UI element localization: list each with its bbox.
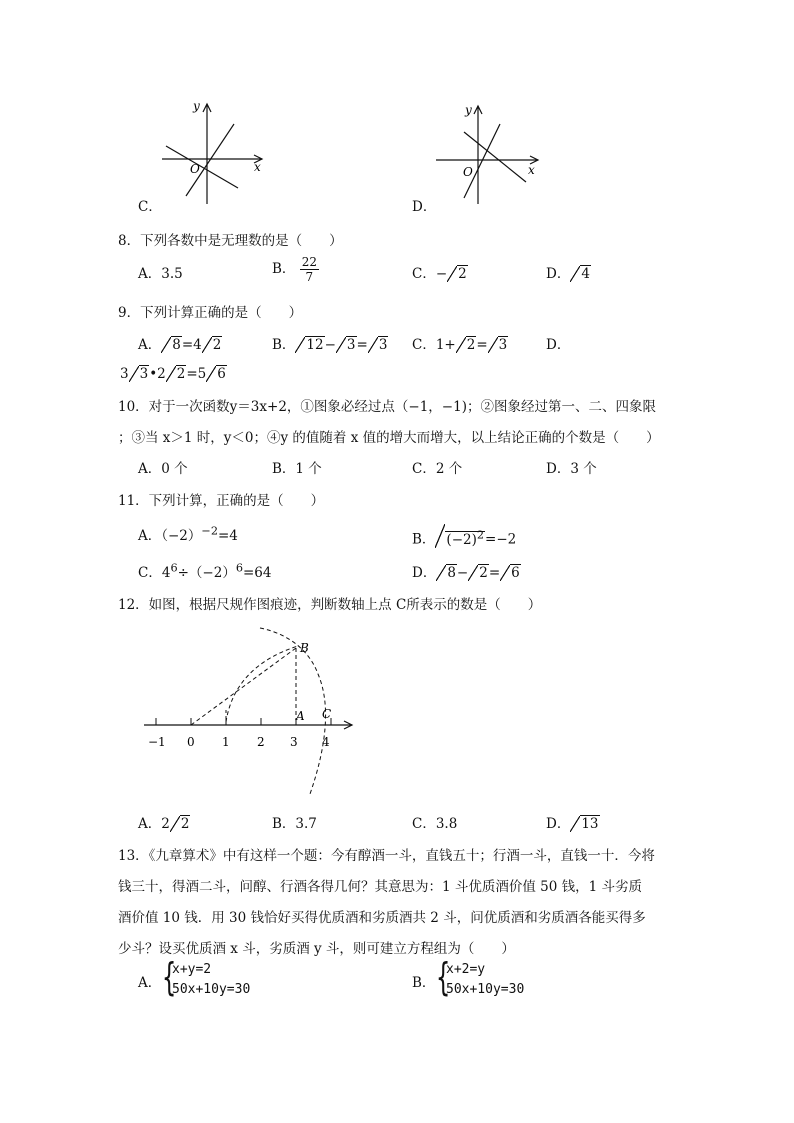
q10-option-c[interactable]: C．2 个 bbox=[412, 461, 463, 477]
q9-b-radicand-3: 3 bbox=[378, 337, 388, 353]
q9-d-radicand-1: 3 bbox=[139, 366, 149, 382]
q11-b-base: (−2) bbox=[446, 531, 477, 548]
q7-graph-d bbox=[430, 98, 550, 208]
q13-b-system bbox=[446, 960, 524, 1000]
q10-line-1: 10．对于一次函数y＝3x+2，①图象必经过点（−1，−1)；②图象经过第一、二、四象限 bbox=[118, 399, 656, 415]
q12-a-radicand: 2 bbox=[180, 816, 190, 832]
q9-d-dot: •2 bbox=[149, 366, 166, 382]
q8-option-a[interactable] bbox=[138, 262, 183, 282]
q9-b-label: B． bbox=[272, 337, 296, 353]
q9-option-d-label[interactable]: D． bbox=[546, 337, 571, 353]
graph-d-y-label: y bbox=[465, 103, 472, 117]
q13-line-2: 钱三十，得酒二斗，问醇、行酒各得几何？其意思为：1 斗优质酒价值 50 钱，1 斗劣质 bbox=[118, 879, 643, 895]
q8-b-fraction bbox=[300, 255, 319, 284]
q13-line-3: 酒价值 10 钱．用 30 钱恰好买得优质酒和劣质酒共 2 斗，问优质酒和劣质酒各能买得多 bbox=[118, 910, 646, 926]
q11-b-label: B． bbox=[412, 531, 436, 548]
q9-b-radical-3 bbox=[368, 337, 389, 353]
q11-b-radicand bbox=[445, 528, 485, 548]
q11-a-exponent: −2 bbox=[201, 524, 218, 538]
q9-b-minus: − bbox=[324, 337, 336, 353]
q8-stem: 8．下列各数中是无理数的是（ ） bbox=[118, 233, 343, 249]
q9-b-radicand-1: 12 bbox=[306, 337, 324, 353]
q10-option-b[interactable]: B．1 个 bbox=[272, 461, 322, 477]
q9-d-coef: 3 bbox=[120, 366, 129, 382]
q11-c-result: =64 bbox=[243, 565, 272, 581]
q11-c-divisor: ÷（−2） bbox=[177, 565, 236, 581]
q8-d-radicand: 4 bbox=[581, 266, 590, 282]
q7-option-c[interactable]: C． bbox=[138, 199, 162, 215]
q9-d-radical-2 bbox=[166, 366, 187, 382]
graph-d-origin-label: O bbox=[463, 165, 473, 179]
q10-option-a[interactable]: A．0 个 bbox=[138, 461, 188, 477]
number-line-svg bbox=[140, 622, 370, 802]
q11-d-radical-2 bbox=[468, 565, 489, 581]
graph-c-origin-label: O bbox=[190, 162, 200, 176]
q9-a-radical-2 bbox=[202, 337, 223, 353]
q11-d-radical-3 bbox=[500, 565, 521, 581]
tick-label-neg1: −1 bbox=[148, 735, 166, 749]
q9-b-radicand-2: 3 bbox=[346, 337, 356, 353]
q11-b-radical bbox=[435, 524, 485, 548]
q12-a-label: A． bbox=[138, 816, 162, 832]
q11-d-label: D． bbox=[412, 565, 437, 581]
q12-c-label: C． bbox=[412, 816, 436, 832]
q13-option-a[interactable]: A． bbox=[138, 975, 162, 991]
q10-line-2: ；③当 x＞1 时，y＜0；④y 的值随着 x 值的增大而增大，以上结论正确的个数是（ ） bbox=[118, 430, 660, 446]
q9-d-equals: =5 bbox=[186, 366, 207, 382]
q11-d-radicand-2: 2 bbox=[479, 565, 488, 581]
graph-c-y-label: y bbox=[193, 99, 200, 113]
q7-option-d[interactable]: D． bbox=[412, 199, 437, 215]
q12-option-b[interactable] bbox=[272, 812, 317, 832]
q9-c-radicand-2: 3 bbox=[498, 337, 508, 353]
q11-d-radical-1 bbox=[436, 565, 457, 581]
q8-b-numerator: 22 bbox=[301, 255, 317, 269]
q9-a-radicand-1: 8 bbox=[172, 337, 181, 353]
q9-a-mid: =4 bbox=[181, 337, 202, 353]
q11-a-label: A． bbox=[138, 528, 162, 544]
q13-a-system bbox=[172, 960, 250, 1000]
q11-b-result: =−2 bbox=[485, 531, 517, 548]
q9-c-prefix: 1+ bbox=[435, 337, 456, 353]
q9-c-label: C． bbox=[412, 337, 436, 353]
q11-a-result: =4 bbox=[218, 528, 238, 544]
q12-b-label: B． bbox=[272, 816, 296, 832]
q11-c-label: C． bbox=[138, 565, 162, 581]
tick-label-2: 2 bbox=[257, 735, 265, 749]
q8-c-radicand: 2 bbox=[458, 266, 467, 282]
q12-option-a[interactable] bbox=[138, 812, 190, 832]
q8-c-sign: − bbox=[435, 266, 448, 282]
q9-d-radical-3 bbox=[206, 366, 227, 382]
q11-c-base: 4 bbox=[161, 565, 171, 581]
q11-c-exponent-1: 6 bbox=[170, 561, 178, 575]
q11-option-a[interactable] bbox=[138, 524, 238, 544]
q11-d-radicand-1: 8 bbox=[447, 565, 456, 581]
q9-b-radical-2 bbox=[336, 337, 357, 353]
q11-d-radicand-3: 6 bbox=[511, 565, 520, 581]
graph-c-x-label: x bbox=[254, 160, 261, 174]
tick-label-1: 1 bbox=[222, 735, 230, 749]
brace-icon: { bbox=[435, 955, 451, 999]
q13-line-1: 13．《九章算术》中有这样一个题：今有醇酒一斗，直钱五十；行酒一斗，直钱一十．今将 bbox=[118, 848, 655, 864]
q8-option-d[interactable] bbox=[546, 262, 591, 282]
q7-graph-c bbox=[150, 98, 270, 208]
q8-a-label: A． bbox=[138, 266, 162, 282]
q9-option-a[interactable] bbox=[138, 333, 222, 353]
q11-stem: 11．下列计算，正确的是（ ） bbox=[118, 493, 325, 509]
q11-c-exponent-2: 6 bbox=[235, 561, 243, 575]
q9-d-radicand-3: 6 bbox=[217, 366, 226, 382]
q12-stem: 12．如图，根据尺规作图痕迹，判断数轴上点 C所表示的数是（ ） bbox=[118, 597, 542, 613]
q11-d-equals: = bbox=[488, 565, 501, 581]
q8-c-radical bbox=[447, 266, 468, 282]
q8-option-b[interactable] bbox=[272, 255, 319, 284]
q11-a-base: （−2） bbox=[161, 528, 202, 544]
q8-d-radical bbox=[570, 266, 591, 282]
q9-a-radicand-2: 2 bbox=[212, 337, 222, 353]
tick-label-3: 3 bbox=[290, 735, 298, 749]
q12-c-text: 3.8 bbox=[435, 816, 458, 832]
q9-b-radical-1 bbox=[295, 337, 324, 353]
q10-option-d[interactable]: D．3 个 bbox=[546, 461, 597, 477]
q9-a-label: A． bbox=[138, 337, 162, 353]
tick-label-4: 4 bbox=[322, 735, 330, 749]
q12-a-radical bbox=[170, 816, 191, 832]
q12-b-text: 3.7 bbox=[295, 816, 317, 832]
q8-a-text: 3.5 bbox=[161, 266, 183, 282]
q11-option-d[interactable] bbox=[412, 561, 521, 581]
point-c-label: C bbox=[322, 707, 332, 721]
q9-c-radical-2 bbox=[488, 337, 509, 353]
q8-c-label: C． bbox=[412, 266, 436, 282]
q9-a-radical-1 bbox=[161, 337, 182, 353]
q9-c-equals: = bbox=[476, 337, 488, 353]
q12-a-coef: 2 bbox=[161, 816, 170, 832]
q13-a-eq-1: x+y=2 bbox=[172, 962, 212, 977]
q11-b-exponent: 2 bbox=[476, 528, 485, 541]
q8-d-label: D． bbox=[546, 266, 571, 282]
q9-d-radicand-2: 2 bbox=[176, 366, 186, 382]
q11-option-b[interactable] bbox=[412, 524, 516, 548]
q9-option-b[interactable] bbox=[272, 333, 388, 353]
tick-label-0: 0 bbox=[187, 735, 195, 749]
q9-c-radical-1 bbox=[456, 337, 477, 353]
q8-option-c[interactable] bbox=[412, 262, 468, 282]
q12-d-radicand: 13 bbox=[581, 816, 599, 832]
graph-d-svg bbox=[430, 98, 550, 208]
q12-d-label: D． bbox=[546, 816, 571, 832]
q12-option-c[interactable] bbox=[412, 812, 457, 832]
q9-c-radicand-1: 2 bbox=[466, 337, 476, 353]
q9-option-c[interactable] bbox=[412, 333, 508, 353]
q9-option-d-body bbox=[120, 366, 227, 382]
point-a-label: A bbox=[296, 709, 305, 723]
q13-option-b[interactable]: B． bbox=[412, 975, 436, 991]
q8-b-label: B． bbox=[272, 261, 296, 277]
q11-option-c[interactable] bbox=[138, 561, 272, 581]
q13-line-4: 少斗？设买优质酒 x 斗，劣质酒 y 斗，则可建立方程组为（ ） bbox=[118, 941, 515, 957]
q13-a-eq-2: 50x+10y=30 bbox=[172, 982, 251, 997]
graph-c-svg bbox=[150, 98, 270, 208]
q12-option-d[interactable] bbox=[546, 812, 600, 832]
q8-b-denominator: 7 bbox=[305, 270, 314, 284]
q12-d-radical bbox=[570, 816, 599, 832]
q9-d-radical-1 bbox=[129, 366, 150, 382]
q13-b-eq-1: x+2=y bbox=[446, 962, 486, 977]
q11-d-minus: − bbox=[456, 565, 469, 581]
q9-stem: 9．下列计算正确的是（ ） bbox=[118, 305, 303, 321]
q12-figure bbox=[140, 622, 370, 802]
brace-icon: { bbox=[161, 955, 177, 999]
graph-d-x-label: x bbox=[528, 163, 535, 177]
q9-b-equals: = bbox=[356, 337, 368, 353]
point-b-label: B bbox=[300, 641, 309, 655]
q13-b-eq-2: 50x+10y=30 bbox=[446, 982, 525, 997]
